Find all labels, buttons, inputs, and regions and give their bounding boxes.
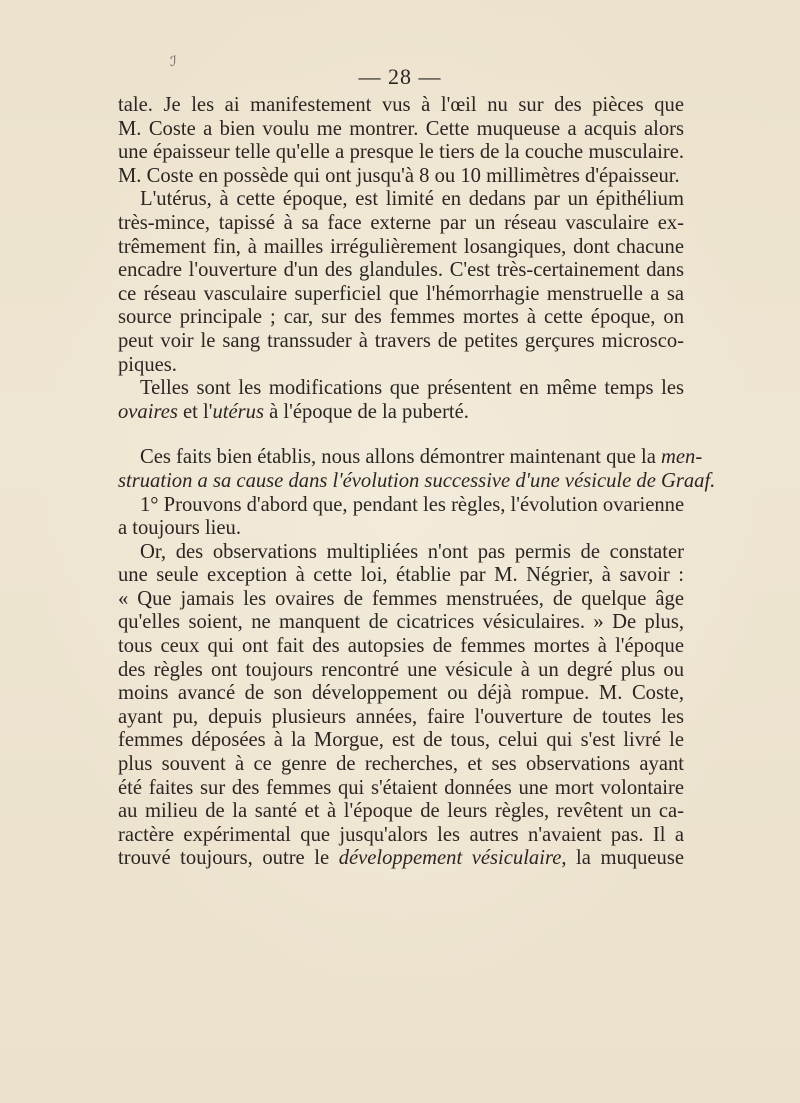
text-line: piques. [118, 353, 177, 376]
text-line: tale. Je les ai manifestement vus à l'œil nu sur des pièces que [118, 94, 684, 116]
italic-term: men- [661, 446, 703, 469]
text-line [118, 446, 703, 470]
italic-term: ovaires [118, 400, 178, 423]
page-number: — 28 — [358, 64, 442, 89]
text-line: a toujours lieu. [118, 517, 241, 540]
text-line: encadre l'ouverture d'un des glandules. C'est très-certainement dans [118, 259, 684, 282]
text-line: L'utérus, à cette époque, est limité en dedans par un épithélium [140, 188, 684, 211]
body-text [118, 94, 716, 871]
italic-term: développement vésiculaire [338, 847, 562, 870]
text-line: ractère expérimental que jusqu'alors les autres n'avaient pas. Il a [118, 823, 684, 846]
text-line [118, 401, 684, 425]
text-line: Or, des observations multipliées n'ont pas permis de constater [140, 540, 684, 563]
italic-term: utérus [212, 400, 264, 423]
text-line: qu'elles soient, ne manquent de cicatrices vésiculaires. » De plus, [118, 611, 684, 634]
text-line [118, 469, 716, 494]
text-line: trêmement fin, à mailles irrégulièrement losangiques, dont chacune [118, 235, 684, 258]
text-line: M. Coste a bien voulu me montrer. Cette muqueuse a acquis alors [118, 117, 684, 140]
text-run: et l' [177, 400, 213, 423]
text-line: une seule exception à cette loi, établie par M. Négrier, à savoir : [118, 564, 684, 587]
text-line: tous ceux qui ont fait des autopsies de femmes mortes à l'époque [118, 635, 684, 658]
text-line: peut voir le sang transsuder à travers de petites gerçures microsco- [118, 329, 684, 352]
text-line: ayant pu, depuis plusieurs années, faire l'ouverture de toutes les [118, 705, 684, 728]
section-gap [118, 424, 684, 446]
text-line: 1° Prouvons d'abord que, pendant les règles, l'évolution ovarienne [140, 493, 685, 516]
text-line: Telles sont les modifications que présentent en même temps les [140, 377, 684, 400]
text-line: très-mince, tapissé à sa face externe par un réseau vasculaire ex- [118, 211, 684, 234]
italic-term: struation a sa cause dans l'évolution successive d'une vésicule de Graaf. [118, 469, 716, 492]
text-line: des règles ont toujours rencontré une vésicule à un degré plus ou [118, 658, 684, 681]
text-line: été faites sur des femmes qui s'étaient données une mort volontaire [118, 776, 684, 799]
text-run: Ces faits bien établis, nous allons démontrer maintenant que la [140, 446, 662, 469]
text-line: M. Coste en possède qui ont jusqu'à 8 ou 10 millimètres d'épaisseur. [118, 164, 680, 187]
text-line: « Que jamais les ovaires de femmes menstruées, de quelque âge [118, 587, 684, 610]
text-line: moins avancé de son développement ou déjà rompue. M. Coste, [118, 682, 684, 705]
ink-mark: ℐ [170, 55, 177, 70]
text-line: ce réseau vasculaire superficiel que l'hémorrhagie menstruelle a sa [118, 282, 684, 305]
text-line: trouvé toujours, outre le développement vésiculaire, la muqueuse [118, 847, 684, 870]
text-line: source principale ; car, sur des femmes mortes à cette époque, on [118, 306, 684, 329]
text-line: plus souvent à ce genre de recherches, et ses observations ayant [118, 753, 684, 776]
text-line: au milieu de la santé et à l'époque de leurs règles, revêtent un ca- [118, 800, 684, 823]
text-run: à l'époque de la puberté. [263, 400, 469, 423]
text-line: une épaisseur telle qu'elle a presque le tiers de la couche musculaire. [118, 141, 684, 164]
text-line: femmes déposées à la Morgue, est de tous, celui qui s'est livré le [118, 729, 684, 752]
